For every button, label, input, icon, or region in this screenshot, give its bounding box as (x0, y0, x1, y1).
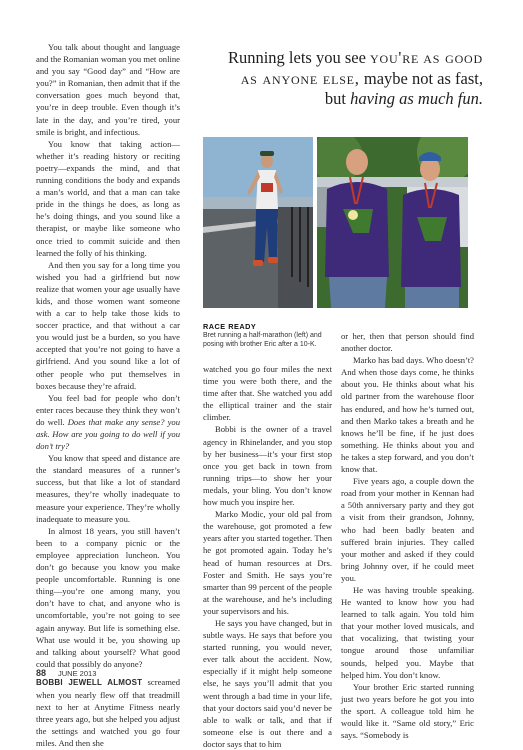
pull-quote (226, 48, 483, 110)
caption-text: Bret running a half-marathon (left) and posing with brother Eric after a 10-K. (203, 332, 322, 349)
body-column-2 (203, 363, 332, 750)
caption-title: RACE READY (203, 322, 257, 331)
paragraph (36, 392, 180, 452)
paragraph: Marko has bad days. Who doesn’t? And when those days come, he thinks about you. He thinks about what his old partner from the warehouse floor has endured, and how he’s turned out, and then Marko takes a breath and he knows he’ll be fine, if he just does something. He thinks about you and he takes a step forward, and you don’t know that. (341, 355, 474, 475)
brothers-photo (317, 137, 468, 308)
paragraph (36, 676, 180, 750)
paragraph: Marko Modic, your old pal from the warehouse, got promoted a few years after you started together. Then he got promoted again. Today he’s head of human resources at Drs. Foster and Smith. He says you’re smarter than 99 percent of the people at the warehouse, and he’s including your supervisors and his. (203, 509, 332, 616)
photo-caption (203, 322, 335, 350)
paragraph: Your brother Eric started running just two years before he got you into the sport. A colleague told him he would like it. “Same old story,” Eric says. “Somebody is (341, 681, 474, 741)
pull-quote-part3: as good as anyone else, (240, 48, 483, 88)
paragraph: You know that speed and distance are the standard measures of a runner’s success, but that like a lot of standard measures, they’re wholly inadequate to measure your experience. They’re wholly inadequate to measure you. (36, 453, 180, 524)
paragraph: He was having trouble speaking. He wanted to know how you had learned to talk again. You told him that your mother loved musicals, and that vocalizing, that twisting your tongue around those unfamiliar sounds, helped you. Maybe that helped him. You don’t know. (341, 584, 474, 680)
pull-quote-part1: Running lets you see (227, 48, 371, 67)
paragraph: or her, then that person should find another doctor. (341, 331, 474, 354)
pull-quote-part2: you're (370, 48, 420, 67)
page-number: 88 (36, 668, 47, 678)
body-column-3 (341, 330, 474, 741)
section-lead-in: BOBBI JEWELL ALMOST (36, 677, 143, 687)
body-column-1 (36, 41, 180, 749)
paragraph: He says you have changed, but in subtle ways. He says that before you started running, you would never, ever talk about the accident. Now, especially if it might help someone else, he says you’ll admit that you went through a bad time in your life, that your doctors said you’d never be able to walk or talk, and that if someone else is out there and a doctor says that to him (203, 617, 332, 749)
pull-quote-part4: maybe not as fast, but (324, 68, 483, 108)
runner-illustration (203, 137, 313, 308)
runner-photo (203, 137, 313, 308)
paragraph: Bobbi is the owner of a travel agency in Rhinelander, and you stop by her business—it’s your first stop once you get back in town from running trips—to show her your medals, your bling. You don’t know how much you inspire her. (203, 424, 332, 508)
paragraph: And then you say for a long time you wished you had a girlfriend but now realize that women your age usually have kids, and those women want someone with a car to help take those kids to soccer practice, and that without a car you would just be a burden, so you have accepted that you’re not going to have a girlfriend. And you sound like a lot of other people who put themselves in boxes because they’re afraid. (36, 259, 180, 391)
brothers-illustration (317, 137, 468, 308)
paragraph-emphasis: Does that make any sense? you ask. How are you going to do well if you don’t try? (36, 416, 180, 452)
issue-date: JUNE 2013 (58, 669, 97, 678)
paragraph-text: You feel bad for people who don’t enter races because they think they won’t do well. (36, 392, 180, 427)
paragraph: In almost 18 years, you still haven’t been to a company picnic or the employee appreciation luncheon. You don’t go because you know you make people uncomfortable. Running is one thing—you’re one among many, you don’t have to chat, and anyone who is uncomfortable, you’re not going to see again anyway. But life is something else. What use would it be, you showing up and talking about yourself? What good could that possibly do anyone? (36, 525, 180, 669)
paragraph: watched you go four miles the next time you were both there, and the time after that. She watched you add the elliptical trainer and the stair climber. (203, 364, 332, 423)
paragraph-text: screamed when you nearly flew off that treadmill next to her at Anytime Fitness nearly three years ago, but she helped you adjust the settings and watched you go four miles. And then she (36, 676, 180, 749)
paragraph: You talk about thought and language and the Romanian woman you met online and you say “Good day” and “How are you?” in Romanian, then admit that if the conversation goes much beyond that, you’re in deep trouble. Even though it’s late in the day, and you’re tired, your smile is bright, and infectious. (36, 42, 180, 137)
paragraph: You know that taking action—whether it’s reading history or reciting poetry—expands the mind, and that running conditions the body and expands a man’s world, and that a man can take pride in the things he does, as long as he’s doing things, and you sound like a therapist, or maybe like someone who once tried to commit suicide and then learned the folly of his thinking. (36, 138, 180, 258)
paragraph: Five years ago, a couple down the road from your mother in Kennan had a 50th anniversary party and they got a visit from their grandson, Johnny, who had been badly beaten and suffered brain injuries. They called your mother and asked if they could bring Johnny over, if he could meet you. (341, 476, 474, 583)
page-footer (36, 668, 96, 678)
pull-quote-part5: having as much fun. (350, 89, 483, 108)
